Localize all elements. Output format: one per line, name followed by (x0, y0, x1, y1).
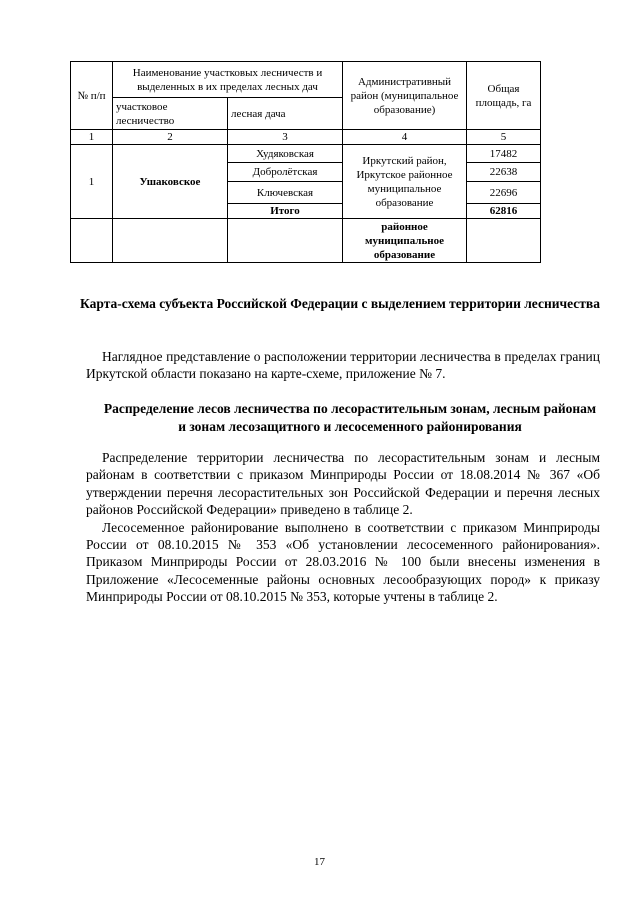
admin-district: Иркутский район, Иркутское районное муниципальное образование (343, 145, 467, 219)
section-text-map (86, 348, 600, 383)
dacha-name: Худяковская (228, 145, 343, 163)
dacha-name: Добролётская (228, 163, 343, 182)
empty-cell (71, 219, 113, 263)
extra-admin: районное муниципальное образование (343, 219, 467, 263)
empty-cell (228, 219, 343, 263)
col-number: 5 (467, 130, 541, 145)
empty-cell (467, 219, 541, 263)
paragraph: Распределение территории лесничества по лесорастительным зонам и лесным районам в соответствии с приказом Минприроды России от 18.08.2014 № 367 «Об утверждении перечня лесорастительных зон Российской Федерации и перечня лесных районов Российской Федерации» приведено в таблице 2. (86, 450, 600, 518)
paragraph: Наглядное представление о расположении территории лесничества в пределах границ Иркутской области показано на карте-схеме, приложение № 7. (86, 349, 600, 382)
dacha-area: 17482 (467, 145, 541, 163)
header-area: Общая площадь, га (467, 62, 541, 130)
paragraph: Лесосеменное районирование выполнено в соответствии с приказом Минприроды России от 08.10.2015 № 353 «Об установлении лесосеменного районирования». Приказом Минприроды России от 28.03.2016 № 100 были внесены изменения в Приложение «Лесосеменные районы основных лесообразующих пород» к приказу Минприроды России от 08.10.2015 № 353, которые учтены в таблице 2. (86, 519, 600, 605)
col-number: 2 (113, 130, 228, 145)
col-number: 4 (343, 130, 467, 145)
dacha-name: Ключевская (228, 182, 343, 204)
page-number: 17 (314, 856, 325, 868)
dacha-area: 22638 (467, 163, 541, 182)
col-number: 3 (228, 130, 343, 145)
header-admin: Административный район (муниципальное образование) (343, 62, 467, 130)
dacha-area: 22696 (467, 182, 541, 204)
forest-table (70, 61, 541, 263)
section-heading-zones: Распределение лесов лесничества по лесорастительным зонам, лесным районам и зонам лесозащитного и лесосеменного районирования (103, 401, 597, 434)
section-text-zones (86, 449, 600, 606)
empty-cell (113, 219, 228, 263)
col-number: 1 (71, 130, 113, 145)
header-num: № п/п (71, 62, 113, 130)
district-name: Ушаковское (113, 145, 228, 219)
section-heading-map: Карта-схема субъекта Российской Федерации с выделением территории лесничества (80, 296, 600, 311)
total-label: Итого (228, 204, 343, 219)
header-dacha: лесная дача (228, 98, 343, 130)
total-area: 62816 (467, 204, 541, 219)
header-name-group: Наименование участковых лесничеств и выделенных в их пределах лесных дач (113, 62, 343, 98)
header-district: участковое лесничество (113, 98, 228, 130)
row-num: 1 (71, 145, 113, 219)
